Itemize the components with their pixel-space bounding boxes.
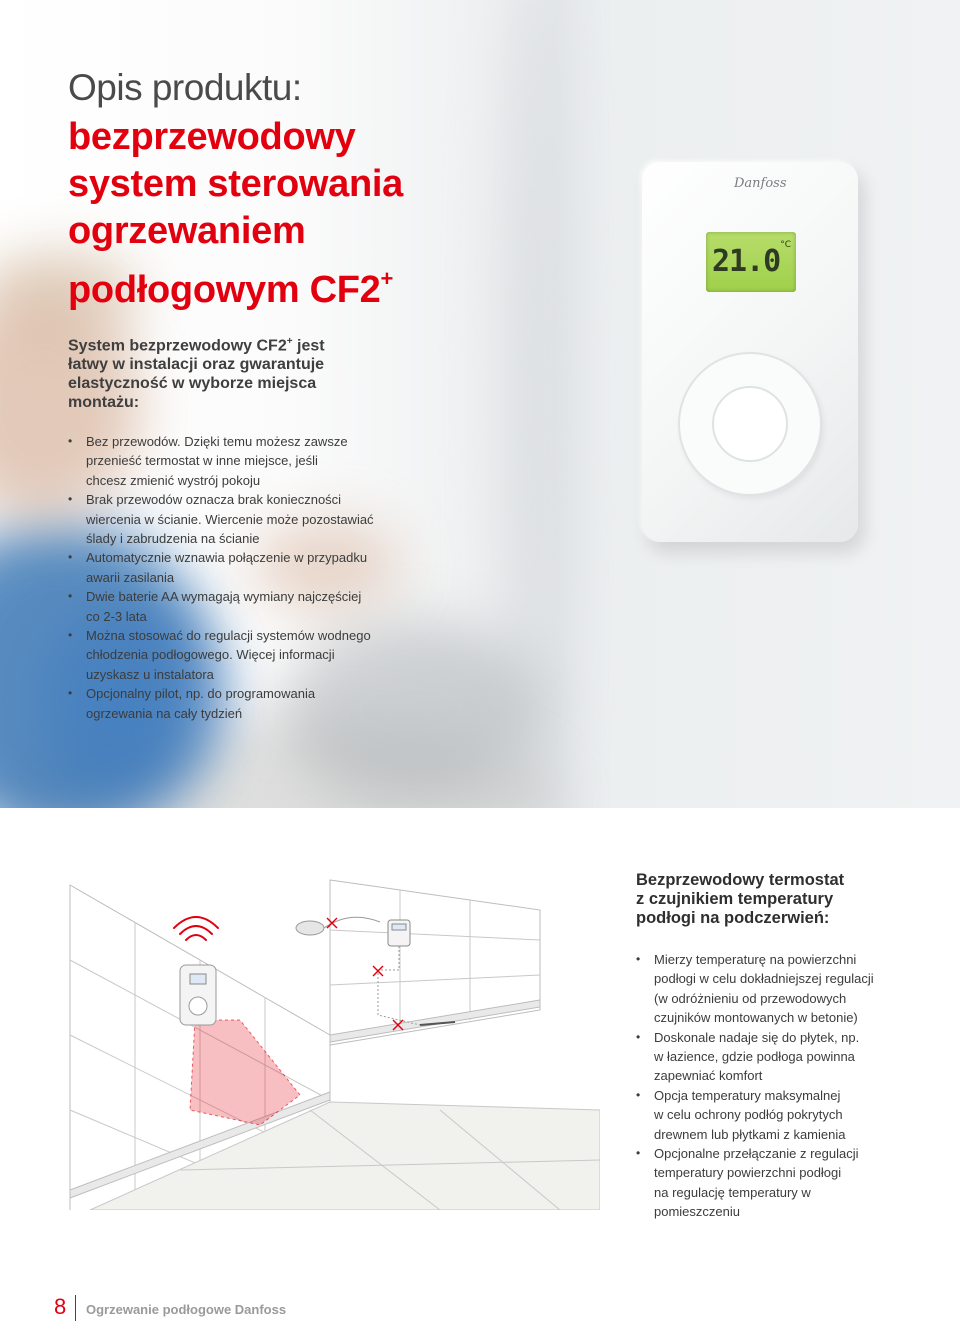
footer-divider bbox=[75, 1295, 76, 1321]
feature-item: • Opcjonalny pilot, np. do programowania ogrzewania na cały tydzień bbox=[68, 684, 428, 723]
ir-feature-list bbox=[636, 950, 926, 1222]
thermostat-reading: 21.0 bbox=[712, 244, 781, 279]
feature-list bbox=[68, 432, 428, 723]
ir-feature-item: • Mierzy temperaturę na powierzchni podłogi w celu dokładniejszej regulacji (w odróżnieniu od przewodowych czujników montowanych w betonie) bbox=[636, 950, 926, 1028]
feature-item: • Bez przewodów. Dzięki temu możesz zawsze przenieść termostat w inne miejsce, jeśli chcesz zmienić wystrój pokoju bbox=[68, 432, 428, 490]
ir-feature-item: • Opcjonalne przełączanie z regulacji temperatury powierzchni podłogi na regulację temperatury w pomieszczeniu bbox=[636, 1144, 926, 1222]
intro-superscript: + bbox=[286, 336, 293, 347]
page-number: 8 bbox=[54, 1294, 67, 1319]
page-title bbox=[68, 114, 403, 314]
ir-feature-item: • Doskonale nadaje się do płytek, np. w łazience, gdzie podłoga powinna zapewniać komfort bbox=[636, 1028, 926, 1086]
installation-diagram bbox=[60, 870, 600, 1210]
intro-paragraph bbox=[68, 332, 388, 412]
ir-section-title: Bezprzewodowy termostat z czujnikiem temperatury podłogi na podczerwień: bbox=[636, 871, 845, 927]
wireless-signal-icon bbox=[174, 917, 218, 940]
publication-title: Ogrzewanie podłogowe Danfoss bbox=[86, 1302, 287, 1317]
page-title-prefix: Opis produktu: bbox=[68, 67, 302, 108]
diagram-thermostat-icon bbox=[180, 965, 216, 1025]
thermostat-brand-logo: Danfoss bbox=[734, 176, 787, 191]
thermostat-unit: °C bbox=[780, 240, 791, 250]
feature-item: • Dwie baterie AA wymagają wymiany najczęściej co 2-3 lata bbox=[68, 587, 428, 626]
feature-item: • Automatycznie wznawia połączenie w przypadku awarii zasilania bbox=[68, 548, 428, 587]
thermostat-lcd bbox=[706, 232, 796, 292]
thermostat-dial-button bbox=[712, 386, 788, 462]
feature-item: • Brak przewodów oznacza brak konieczności wiercenia w ścianie. Wiercenie może pozostawiać ślady i zabrudzenia na ścianie bbox=[68, 490, 428, 548]
intro-text-end: jest łatwy w instalacji oraz gwarantuje elastyczność w wyborze miejsca montażu: bbox=[68, 337, 325, 412]
ir-feature-item: • Opcja temperatury maksymalnej w celu ochrony podłóg pokrytych drewnem lub płytkami z kamienia bbox=[636, 1086, 926, 1144]
page-title-superscript: + bbox=[380, 266, 394, 291]
thermostat-device bbox=[642, 162, 858, 542]
page-title-text: bezprzewodowy system sterowania ogrzewaniem podłogowym CF2 bbox=[68, 116, 403, 311]
feature-item: • Można stosować do regulacji systemów wodnego chłodzenia podłogowego. Więcej informacji uzyskasz u instalatora bbox=[68, 626, 428, 684]
intro-text-start: System bezprzewodowy CF2 bbox=[68, 337, 287, 355]
